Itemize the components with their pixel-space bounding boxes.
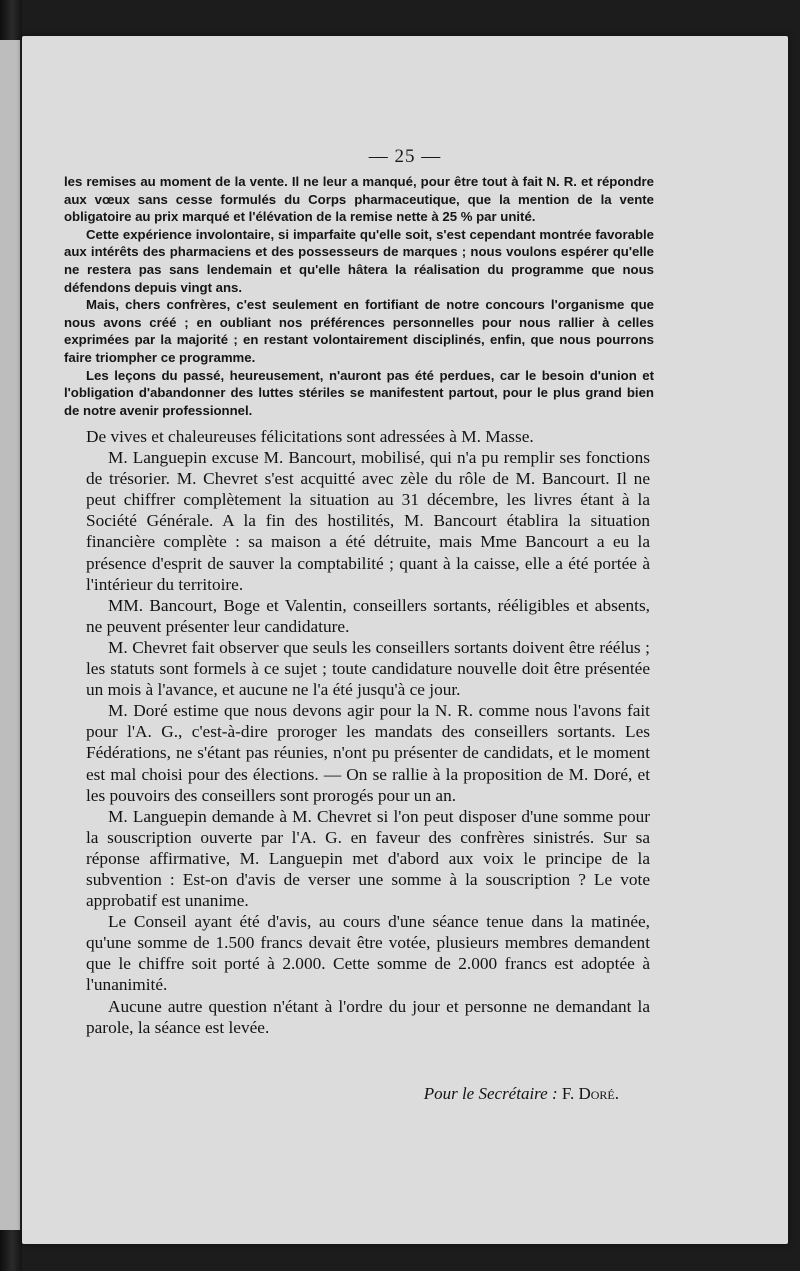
signature-name: F. Doré. [561, 1084, 619, 1103]
minutes-paragraph: M. Languepin excuse M. Bancourt, mobilisé, qui n'a pu remplir ses fonctions de trésorier. M. Chevret s'est acquitté avec zèle du rôle de M. Bancourt. Il ne peut chiffrer complètement la situation au 31 décembre, les livres étant à la Société Générale. A la fin des hostilités, M. Bancourt établira la situation financière complète : sa maison a été détruite, mais Mme Bancourt a eu la présence d'esprit de sauver la comptabilité ; quant à la caisse, elle a été portée à l'intérieur du territoire. [86, 448, 650, 594]
minutes-paragraph: M. Chevret fait observer que seuls les conseillers sortants doivent être réélus ; les statuts sont formels à ce sujet ; toute candidature nouvelle doit être présentée un mois à l'avance, et aucune ne l'a été jusqu'à ce jour. [86, 637, 650, 700]
minutes-paragraph: De vives et chaleureuses félicitations sont adressées à M. Masse. [86, 427, 534, 446]
minutes-paragraph: M. Languepin demande à M. Chevret si l'on peut disposer d'une somme pour la souscription ouverte par l'A. G. en faveur des confrères sinistrés. Sur sa réponse affirmative, M. Languepin met d'abord aux voix le principe de la subvention : Est-on d'avis de verser une somme à la souscription ? Le vote approbatif est unanime. [86, 806, 650, 911]
minutes-paragraph: MM. Bancourt, Boge et Valentin, conseillers sortants, rééligibles et absents, ne peuvent présenter leur candidature. [86, 595, 650, 636]
intro-paragraph: Mais, chers confrères, c'est seulement en fortifiant de notre concours l'organisme que nous avons créé ; en oubliant nos préférences personnelles pour nous rallier à celles exprimées par la majorité ; en restant volontairement disciplinés, enfin, que nous pourrons faire triompher ce programme. [64, 297, 654, 365]
page-number: — 25 — [368, 146, 442, 167]
signature-label: Pour le Secrétaire : [423, 1084, 558, 1103]
intro-text-block [64, 173, 654, 419]
previous-page-edge [0, 40, 22, 1230]
minutes-paragraph: Le Conseil ayant été d'avis, au cours d'une séance tenue dans la matinée, qu'une somme de 1.500 francs devait être votée, plusieurs membres demandent que le chiffre soit porté à 2.000. Cette somme de 2.000 francs est adoptée à l'unanimité. [86, 912, 650, 995]
intro-paragraph: Cette expérience involontaire, si imparfaite qu'elle soit, s'est cependant montrée favorable aux intérêts des pharmaciens et des possesseurs de marques ; nous voulons espérer qu'elle ne restera pas sans lendemain et qu'elle hâtera la réalisation du programme que nous défendons depuis vingt ans. [64, 226, 654, 295]
minutes-paragraph: M. Doré estime que nous devons agir pour la N. R. comme nous l'avons fait pour l'A. G., c'est-à-dire proroger les mandats des conseillers sortants. Les Fédérations, ne s'étant pas réunies, n'ont pu présenter de candidats, et le moment est mal choisi pour des élections. — On se rallie à la proposition de M. Doré, et les pouvoirs des conseillers sont prorogés pour un an. [86, 701, 650, 805]
document-page [22, 36, 788, 1244]
intro-paragraph: les remises au moment de la vente. Il ne leur a manqué, pour être tout à fait N. R. et répondre aux vœux sans cesse formulés du Corps pharmaceutique, que la mention de la vente obligatoire au prix marqué et l'élévation de la remise nette à 25 % par unité. [64, 174, 654, 225]
minutes-paragraph: Aucune autre question n'étant à l'ordre du jour et personne ne demandant la parole, la séance est levée. [86, 996, 650, 1037]
minutes-text-block [86, 426, 650, 1038]
signature-line [362, 1084, 619, 1104]
intro-paragraph: Les leçons du passé, heureusement, n'auront pas été perdues, car le besoin d'union et l'obligation d'abandonner des luttes stériles se manifestent partout, pour le plus grand bien de notre avenir professionnel. [64, 367, 654, 418]
